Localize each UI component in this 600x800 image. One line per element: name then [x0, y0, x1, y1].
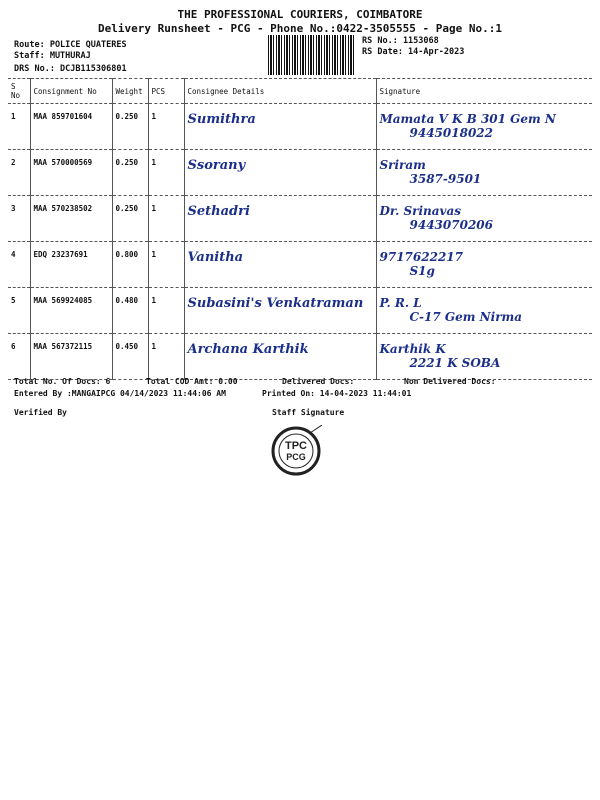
row-sno: 6 [8, 334, 30, 380]
row-consignee: Vanitha [184, 242, 376, 288]
row-sno: 1 [8, 104, 30, 150]
row-consignment: MAA 859701604 [30, 104, 112, 150]
signature-phone: 3587-9501 [409, 172, 482, 186]
staff-label: Staff: MUTHURAJ [14, 51, 91, 61]
table-row [8, 288, 592, 334]
row-weight: 0.450 [112, 334, 148, 380]
stamp-line2: PCG [286, 452, 306, 462]
row-consignee: Subasini's Venkatraman [184, 288, 376, 334]
row-pcs: 1 [148, 150, 184, 196]
row-weight: 0.250 [112, 104, 148, 150]
col-pcs: PCS [148, 79, 184, 104]
table-row [8, 334, 592, 380]
total-docs: Total No. Of Docs: 6 [14, 377, 111, 386]
row-signature [376, 150, 592, 196]
row-weight: 0.800 [112, 242, 148, 288]
row-signature [376, 196, 592, 242]
signature-phone: 9443070206 [409, 218, 493, 232]
row-sno: 3 [8, 196, 30, 242]
row-signature [376, 334, 592, 380]
runsheet-title: Delivery Runsheet - PCG - Phone No.:0422-3505555 - Page No.:1 [98, 22, 502, 35]
row-consignment: MAA 570238502 [30, 196, 112, 242]
company-name: THE PROFESSIONAL COURIERS, COIMBATORE [177, 8, 423, 21]
delivered-docs: Delivered Docs: [282, 377, 355, 386]
non-delivered-docs: Non Delivered Docs: [404, 377, 496, 386]
row-pcs: 1 [148, 104, 184, 150]
entered-by: Entered By :MANGAIPCG 04/14/2023 11:44:06 AM [14, 389, 226, 398]
row-pcs: 1 [148, 196, 184, 242]
col-weight: Weight [112, 79, 148, 104]
signature-text: Dr. Srinavas [379, 204, 462, 218]
row-consignment: MAA 570000569 [30, 150, 112, 196]
row-signature [376, 242, 592, 288]
row-weight: 0.250 [112, 196, 148, 242]
signature-text: 9717622217 [379, 250, 463, 264]
route-label: Route: POLICE QUATERES [14, 40, 127, 50]
signature-text: Sriram [379, 158, 426, 172]
total-cod: Total COD Amt: 0.00 [146, 377, 238, 386]
table-row [8, 242, 592, 288]
signature-text: Karthik K [379, 342, 446, 356]
table-row [8, 196, 592, 242]
table-row [8, 104, 592, 150]
row-pcs: 1 [148, 334, 184, 380]
signature-text: Mamata V K B 301 Gem N [379, 112, 556, 126]
row-pcs: 1 [148, 288, 184, 334]
row-pcs: 1 [148, 242, 184, 288]
row-consignee: Ssorany [184, 150, 376, 196]
runsheet-table [8, 78, 592, 380]
signature-phone: S1g [409, 264, 435, 278]
rs-number: RS No.: 1153068 [362, 36, 439, 46]
row-consignment: EDQ 23237691 [30, 242, 112, 288]
drs-number: DRS No.: DCJB115306801 [14, 64, 127, 74]
row-weight: 0.250 [112, 150, 148, 196]
signature-phone: 2221 K SOBA [409, 356, 501, 370]
verified-by: Verified By [14, 408, 67, 417]
row-weight: 0.480 [112, 288, 148, 334]
table-header [8, 79, 592, 104]
row-sno: 2 [8, 150, 30, 196]
row-consignment: MAA 569924085 [30, 288, 112, 334]
row-consignee: Sethadri [184, 196, 376, 242]
col-consignee: Consignee Details [184, 79, 376, 104]
signature-phone: C-17 Gem Nirma [409, 310, 522, 324]
signature-phone: 9445018022 [409, 126, 493, 140]
barcode [268, 35, 356, 75]
col-signature: Signature [376, 79, 592, 104]
signature-text: P. R. L [379, 296, 422, 310]
printed-on: Printed On: 14-04-2023 11:44:01 [262, 389, 412, 398]
col-sno: S No [8, 79, 30, 104]
row-signature [376, 288, 592, 334]
row-consignee: Archana Karthik [184, 334, 376, 380]
row-signature [376, 104, 592, 150]
row-consignee: Sumithra [184, 104, 376, 150]
row-sno: 5 [8, 288, 30, 334]
table-row [8, 150, 592, 196]
col-consignment: Consignment No [30, 79, 112, 104]
staff-signature-label: Staff Signature [272, 408, 345, 417]
row-sno: 4 [8, 242, 30, 288]
stamp-line1: TPC [285, 440, 307, 452]
row-consignment: MAA 567372115 [30, 334, 112, 380]
rs-date: RS Date: 14-Apr-2023 [362, 47, 465, 57]
tpc-stamp-logo [270, 425, 322, 477]
